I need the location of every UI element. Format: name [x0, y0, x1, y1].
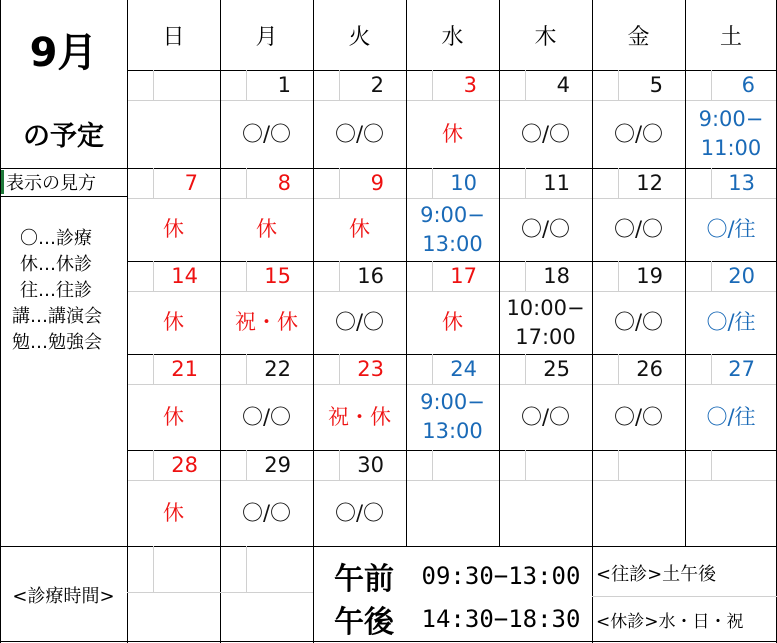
day-status: 休 [163, 404, 184, 429]
day-status: 〇/往 [706, 404, 756, 429]
legend-item: 往…往診 [20, 280, 92, 301]
day-number: 25 [543, 357, 570, 381]
day-status [592, 480, 685, 546]
grid-line [432, 354, 433, 384]
grid-line [592, 596, 777, 597]
grid-line [432, 450, 433, 480]
grid-line [246, 70, 247, 100]
grid-line [220, 546, 221, 643]
grid-line [618, 354, 619, 384]
grid-line [525, 450, 526, 480]
day-number [406, 450, 499, 480]
grid-line [0, 0, 1, 643]
day-number [499, 450, 592, 480]
day-number: 23 [357, 357, 384, 381]
legend-item: 休…休診 [20, 254, 92, 275]
grid-line [246, 450, 247, 480]
day-number: 16 [357, 264, 384, 288]
month-title: 9月 [29, 29, 98, 76]
legend-item: 〇…診療 [20, 228, 92, 249]
day-number: 14 [171, 264, 198, 288]
day-number: 12 [636, 171, 663, 195]
grid-line [525, 261, 526, 291]
weekday-label: 火 [348, 24, 371, 50]
grid-line [153, 354, 154, 384]
day-number: 10 [450, 171, 477, 195]
grid-line [618, 168, 619, 198]
grid-line [711, 450, 712, 480]
day-status: 〇/往 [706, 217, 756, 241]
day-status [127, 100, 220, 168]
day-number: 24 [450, 357, 477, 381]
day-status: 休 [163, 310, 184, 334]
grid-line [525, 354, 526, 384]
day-number: 9 [370, 171, 384, 195]
grid-line [0, 168, 127, 169]
day-number: 6 [741, 73, 755, 97]
day-status: 祝・休 [235, 310, 298, 334]
grid-line [127, 291, 777, 292]
grid-line [339, 354, 340, 384]
day-status: 祝・休 [328, 404, 391, 429]
grid-line [525, 70, 526, 100]
closed-days-note: <休診>水・日・祝 [596, 611, 744, 632]
grid-line [153, 450, 154, 480]
grid-line [499, 0, 500, 546]
day-number: 28 [171, 453, 198, 477]
grid-line [246, 168, 247, 198]
day-number: 21 [171, 357, 198, 381]
grid-line [711, 168, 712, 198]
grid-line [339, 450, 340, 480]
grid-line [127, 0, 128, 546]
grid-line [127, 198, 777, 199]
grid-line [432, 168, 433, 198]
grid-line [592, 546, 593, 643]
day-status [685, 480, 777, 546]
day-status: 〇/往 [706, 310, 756, 334]
grid-line [127, 384, 777, 385]
day-status: 休 [163, 500, 184, 525]
am-label: 午前 [334, 561, 394, 597]
grid-line [618, 70, 619, 100]
grid-line [432, 261, 433, 291]
legend-item: 勉…勉強会 [12, 332, 102, 353]
day-number: 20 [728, 264, 755, 288]
grid-line [592, 0, 593, 546]
day-number: 1 [277, 73, 291, 97]
day-status: 9:00− 13:00 [420, 202, 485, 256]
day-status: 〇/〇 [241, 121, 292, 146]
day-number [127, 70, 220, 100]
grid-line [711, 354, 712, 384]
legend-item: 講…講演会 [12, 306, 102, 327]
day-status: 休 [442, 310, 463, 334]
grid-line [711, 261, 712, 291]
day-status: 〇/〇 [613, 217, 664, 241]
grid-line [618, 261, 619, 291]
day-number [685, 450, 777, 480]
grid-line [127, 480, 777, 481]
grid-line [246, 261, 247, 291]
day-status: 〇/〇 [241, 404, 292, 429]
grid-line [246, 546, 247, 592]
grid-line [127, 450, 777, 451]
grid-line [0, 641, 777, 642]
day-status: 〇/〇 [334, 310, 385, 334]
grid-line [153, 70, 154, 100]
day-status: 〇/〇 [520, 404, 571, 429]
weekday-label: 金 [627, 24, 650, 50]
day-number: 22 [264, 357, 291, 381]
grid-line [220, 0, 221, 546]
day-number: 11 [543, 171, 570, 195]
hours-label: <診療時間> [12, 585, 115, 607]
grid-line [406, 0, 407, 546]
grid-line [127, 70, 777, 71]
grid-line [525, 168, 526, 198]
grid-line [246, 354, 247, 384]
day-status: 〇/〇 [334, 500, 385, 525]
day-status: 〇/〇 [520, 121, 571, 146]
day-number: 3 [463, 73, 477, 97]
grid-line [711, 70, 712, 100]
day-number: 17 [450, 264, 477, 288]
day-number: 19 [636, 264, 663, 288]
grid-line [127, 546, 128, 643]
grid-line [685, 0, 686, 546]
grid-line [153, 546, 154, 592]
grid-line [127, 261, 777, 262]
grid-line [127, 354, 777, 355]
pm-label: 午後 [334, 604, 394, 640]
day-number: 27 [728, 357, 755, 381]
day-status: 〇/〇 [613, 121, 664, 146]
day-status: 10:00− 17:00 [506, 295, 585, 349]
grid-line [432, 70, 433, 100]
day-number: 30 [357, 453, 384, 477]
day-status: 休 [256, 217, 277, 241]
grid-line [153, 168, 154, 198]
grid-line [313, 0, 314, 546]
day-number: 29 [264, 453, 291, 477]
weekday-label: 土 [719, 24, 742, 50]
day-number: 15 [264, 264, 291, 288]
grid-line [127, 100, 777, 101]
schedule-subtitle: の予定 [23, 120, 104, 152]
grid-line [339, 70, 340, 100]
house-call-note: <往診>土午後 [596, 564, 717, 585]
day-number: 8 [277, 171, 291, 195]
day-number: 2 [370, 73, 384, 97]
pm-hours: 14:30−18:30 [421, 604, 581, 633]
grid-line [127, 168, 777, 169]
day-status: 〇/〇 [520, 217, 571, 241]
grid-line [127, 592, 313, 593]
day-number: 18 [543, 264, 570, 288]
day-number: 7 [184, 171, 198, 195]
day-status: 休 [349, 217, 370, 241]
day-number: 26 [636, 357, 663, 381]
weekday-label: 日 [162, 24, 185, 50]
weekday-label: 月 [255, 24, 278, 50]
day-status: 〇/〇 [334, 121, 385, 146]
grid-line [0, 546, 777, 547]
grid-line [0, 196, 127, 197]
grid-line [339, 168, 340, 198]
grid-line [618, 450, 619, 480]
day-status: 〇/〇 [613, 404, 664, 429]
grid-line [153, 261, 154, 291]
grid-line [313, 546, 314, 643]
legend-label: 表示の見方 [6, 173, 96, 194]
weekday-label: 水 [441, 24, 464, 50]
day-number [592, 450, 685, 480]
day-status: 休 [163, 217, 184, 241]
weekday-label: 木 [534, 24, 557, 50]
day-number: 13 [728, 171, 755, 195]
day-status: 9:00− 11:00 [698, 107, 764, 160]
day-status [406, 480, 499, 546]
day-status: 〇/〇 [613, 310, 664, 334]
day-status: 〇/〇 [241, 500, 292, 525]
day-number: 5 [649, 73, 663, 97]
day-status [499, 480, 592, 546]
am-hours: 09:30−13:00 [421, 561, 581, 590]
day-status: 休 [442, 121, 463, 146]
grid-line [339, 261, 340, 291]
day-status: 9:00− 13:00 [420, 390, 485, 443]
day-number: 4 [556, 73, 570, 97]
